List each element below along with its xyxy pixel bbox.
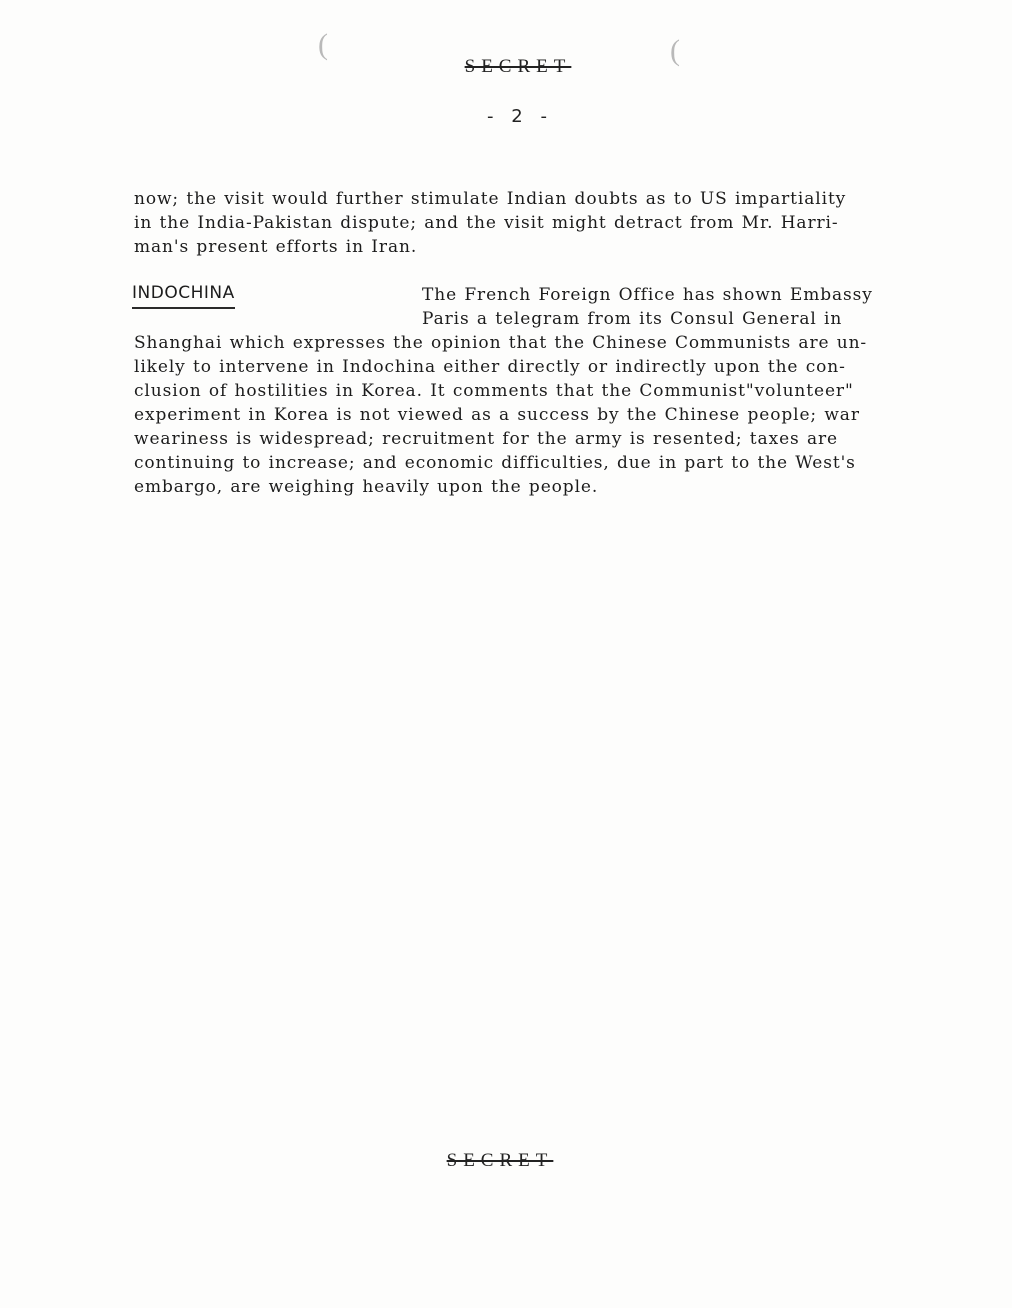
page-number: - 2 - [487,106,553,127]
punch-mark-left: ( [318,28,328,61]
section-heading-indochina: INDOCHINA [132,283,235,309]
punch-mark-right: ( [670,34,680,67]
indochina-paragraph [134,283,954,499]
paragraph-line: continuing to increase; and economic difficulties, due in part to the West's [134,453,856,473]
classification-marking-bottom [0,1150,1006,1172]
classification-marking-top [0,56,1012,78]
paragraph-line: The French Foreign Office has shown Embassy [422,285,873,305]
paragraph-line: now; the visit would further stimulate Indian doubts as to US impartiality [134,189,847,209]
paragraph-line: Shanghai which expresses the opinion that the Chinese Communists are un- [134,333,868,353]
classification-text-bottom: SECRET [446,1150,554,1171]
paragraph-line: likely to intervene in Indochina either directly or indirectly upon the con- [134,357,846,377]
intro-paragraph [134,187,954,259]
paragraph-line: clusion of hostilities in Korea. It comments that the Communist"volunteer" [134,381,854,401]
paragraph-line: Paris a telegram from its Consul General in [422,309,843,329]
paragraph-line: in the India-Pakistan dispute; and the visit might detract from Mr. Harri- [134,213,839,233]
paragraph-line: man's present efforts in Iran. [134,237,418,257]
paragraph-line: weariness is widespread; recruitment for the army is resented; taxes are [134,429,838,449]
classification-text-top: SECRET [464,56,572,77]
paragraph-line: embargo, are weighing heavily upon the people. [134,477,599,497]
paragraph-line: experiment in Korea is not viewed as a success by the Chinese people; war [134,405,860,425]
